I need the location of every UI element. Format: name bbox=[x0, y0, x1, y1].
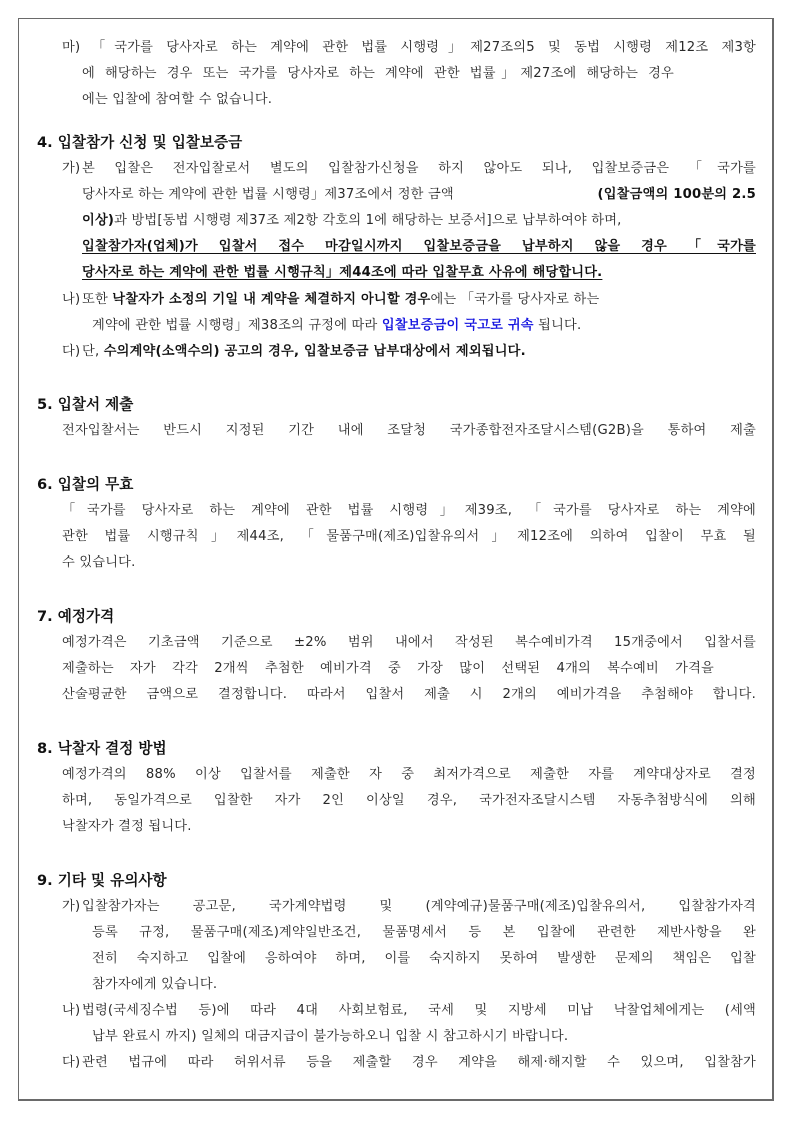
paragraph-line: 수 있습니다. bbox=[62, 555, 136, 570]
paragraph-line: 제출하는 자가 각각 2개씩 추첨한 예비가격 중 가장 많이 선택된 4개의 복수예비 가격을 bbox=[62, 661, 714, 676]
paragraph-line: 납부 완료시 까지) 일체의 대금지급이 불가능하오니 입찰 시 참고하시기 바랍니다. bbox=[92, 1029, 569, 1044]
paragraph-line bbox=[82, 340, 526, 359]
paragraph-line bbox=[82, 209, 756, 228]
paragraph-line: 「국가를 당사자로 하는 계약에 관한 법률 시행령」제39조, 「국가를 당사자로 하는 계약에 bbox=[62, 503, 756, 518]
paragraph-line: 하며, 동일가격으로 입찰한 자가 2인 이상일 경우, 국가전자조달시스템 자동추첨방식에 의해 bbox=[62, 793, 756, 808]
paragraph-line bbox=[82, 288, 599, 307]
text-segment: 계약에 관한 법률 시행령」제38조의 규정에 따라 bbox=[92, 318, 382, 333]
item-label: 다) bbox=[62, 1055, 81, 1070]
paragraph-line: 예정가격은 기초금액 기준으로 ±2% 범위 내에서 작성된 복수예비가격 15개중에서 입찰서를 bbox=[62, 635, 756, 650]
paragraph-line: 입찰참가자는 공고문, 국가계약법령 및 (계약예규)물품구매(제조)입찰유의서, 입찰참가자격 bbox=[82, 899, 756, 914]
paragraph-line: 관한 법률 시행규칙」제44조, 「물품구매(제조)입찰유의서」제12조에 의하여 입찰이 무효 될 bbox=[62, 529, 756, 544]
bold-text: 이상) bbox=[82, 213, 115, 228]
item-label: 나) bbox=[62, 1003, 81, 1018]
paragraph-line: 등록 규정, 물품구매(제조)계약일반조건, 물품명세서 등 본 입찰에 관련한 제반사항을 완 bbox=[92, 925, 756, 940]
paragraph-line: 전히 숙지하고 입찰에 응하여야 하며, 이를 숙지하지 못하여 발생한 문제의 책임은 입찰 bbox=[92, 951, 756, 966]
text-segment: 과 방법[동법 시행령 제37조 제2항 각호의 1에 해당하는 보증서]으로 납부하여야 하며, bbox=[114, 213, 622, 228]
paragraph-line: 전자입찰서는 반드시 지정된 기간 내에 조달청 국가종합전자조달시스템(G2B)을 통하여 제출 bbox=[62, 423, 756, 438]
underlined-warning-line: 당사자로 하는 계약에 관한 법률 시행규칙」제44조에 따라 입찰무효 사유에 해당합니다. bbox=[82, 265, 603, 280]
section-heading: 6. 입찰의 무효 bbox=[37, 476, 134, 493]
text-segment: 당사자로 하는 계약에 관한 법률 시행령」제37조에서 정한 금액 bbox=[82, 187, 454, 202]
section-heading: 4. 입찰참가 신청 및 입찰보증금 bbox=[37, 134, 243, 151]
bold-text: 낙찰자가 소정의 기일 내 계약을 체결하지 아니할 경우 bbox=[112, 292, 431, 307]
section-heading: 8. 낙찰자 결정 방법 bbox=[37, 740, 167, 757]
item-label: 나) bbox=[62, 292, 81, 307]
item-label: 다) bbox=[62, 344, 81, 359]
paragraph-line: 관련 법규에 따라 허위서류 등을 제출할 경우 계약을 해제·해지할 수 있으며, 입찰참가 bbox=[82, 1055, 756, 1070]
item-label: 가) bbox=[62, 899, 81, 914]
paragraph-line: 참가자에게 있습니다. bbox=[92, 977, 218, 992]
paragraph-line bbox=[82, 183, 756, 202]
paragraph-line: 산술평균한 금액으로 결정합니다. 따라서 입찰서 제출 시 2개의 예비가격을 추첨해야 합니다. bbox=[62, 687, 756, 702]
paragraph-line: 「국가를 당사자로 하는 계약에 관한 법률 시행령」제27조의5 및 동법 시행령 제12조 제3항 bbox=[92, 40, 756, 55]
text-segment: 또한 bbox=[82, 292, 113, 307]
bold-text: (입찰금액의 100분의 2.5 bbox=[597, 187, 756, 202]
blue-highlight-text: 입찰보증금이 국고로 귀속 bbox=[381, 318, 534, 333]
section-heading: 9. 기타 및 유의사항 bbox=[37, 872, 167, 889]
text-segment: 됩니다. bbox=[533, 318, 582, 333]
text-segment: 에는 「국가를 당사자로 하는 bbox=[430, 292, 600, 307]
paragraph-line bbox=[92, 314, 581, 333]
item-label: 가) bbox=[62, 161, 81, 176]
paragraph-line: 낙찰자가 결정 됩니다. bbox=[62, 819, 192, 834]
section-heading: 7. 예정가격 bbox=[37, 608, 115, 625]
section-heading: 5. 입찰서 제출 bbox=[37, 396, 134, 413]
bold-text: 수의계약(소액수의) 공고의 경우, 입찰보증금 납부대상에서 제외됩니다. bbox=[103, 344, 526, 359]
paragraph-line: 에 해당하는 경우 또는 국가를 당사자로 하는 계약에 관한 법률」제27조에 해당하는 경우 bbox=[82, 66, 674, 81]
item-label: 마) bbox=[62, 40, 81, 55]
underlined-warning-line: 입찰참가자(업체)가 입찰서 접수 마감일시까지 입찰보증금을 납부하지 않을 경우 「국가를 bbox=[82, 239, 756, 254]
paragraph-line: 예정가격의 88% 이상 입찰서를 제출한 자 중 최저가격으로 제출한 자를 계약대상자로 결정 bbox=[62, 767, 756, 782]
paragraph-line: 본 입찰은 전자입찰로서 별도의 입찰참가신청을 하지 않아도 되나, 입찰보증금은 「국가를 bbox=[82, 161, 756, 176]
text-segment: 단, bbox=[82, 344, 104, 359]
paragraph-line: 법령(국세징수법 등)에 따라 4대 사회보험료, 국세 및 지방세 미납 낙찰업체에게는 (세액 bbox=[82, 1003, 756, 1018]
paragraph-line: 에는 입찰에 참여할 수 없습니다. bbox=[82, 92, 273, 107]
